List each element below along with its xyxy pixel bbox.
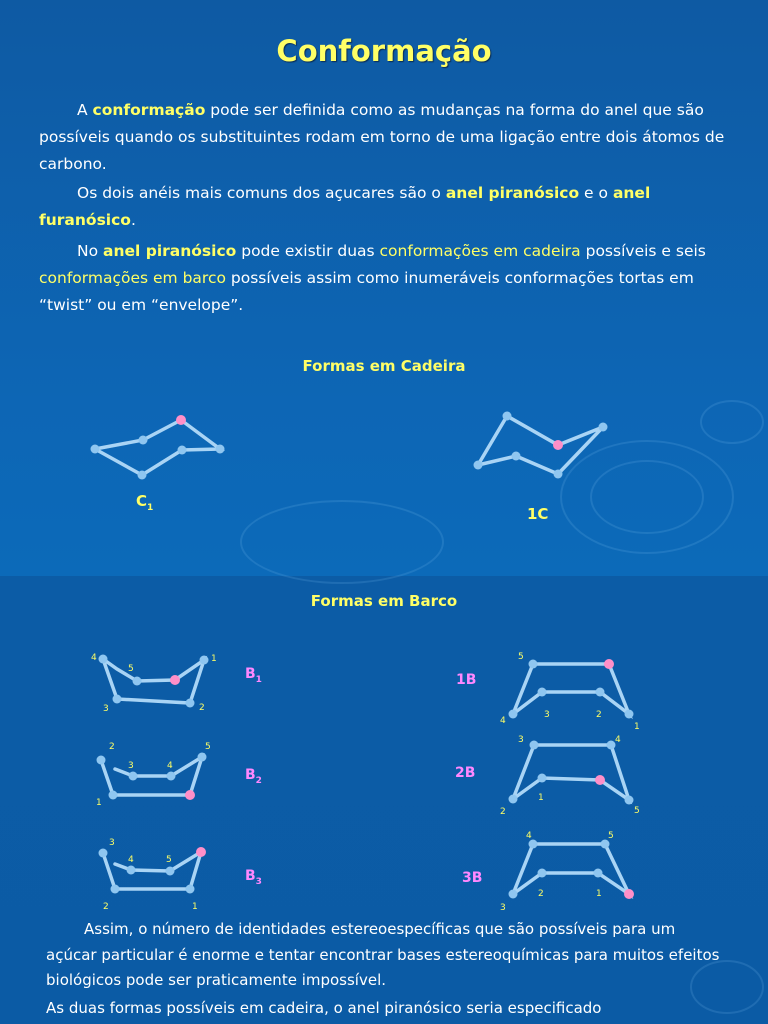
label-b1 <box>245 666 262 685</box>
atom-number: 5 <box>205 742 211 752</box>
label-2b: 2B <box>455 765 476 781</box>
term-anel-furanosico: anel furanósico <box>39 184 651 229</box>
paragraph-identities: Assim, o número de identidades estereoespecíficas que são possíveis para um açúcar particular é enorme e tentar encontrar bases estereoquímicas para muitos efeitos biológicos pode ser praticamente impossível. <box>46 920 720 989</box>
atom-number: 1 <box>634 722 640 732</box>
atom-number: 5 <box>608 831 614 841</box>
atom-number: 5 <box>518 652 524 662</box>
atom-number: 2 <box>596 710 602 720</box>
page-title: Conformação <box>276 34 492 68</box>
chair-heading: Formas em Cadeira <box>302 357 466 375</box>
label-text: B <box>245 868 256 884</box>
label-text: B <box>245 666 256 682</box>
atom-number: 5 <box>166 855 172 865</box>
atom-number: 3 <box>128 761 134 771</box>
text: . <box>130 211 136 229</box>
atom-number: 5 <box>128 664 134 674</box>
atom-number: 3 <box>109 838 115 848</box>
atom-number: 3 <box>500 903 506 913</box>
label-b3 <box>245 868 262 887</box>
text: Os dois anéis mais comuns dos açucares são o <box>77 184 446 202</box>
label-text: B <box>245 767 256 783</box>
text: e o <box>579 184 613 202</box>
text: possíveis e seis <box>580 242 706 260</box>
label-sub: 1 <box>255 674 262 685</box>
label-sub: 3 <box>255 876 262 887</box>
label-b2 <box>245 767 262 786</box>
atom-number: 2 <box>538 889 544 899</box>
atom-number: 1 <box>192 902 198 912</box>
term-conformacoes-cadeira: conformações em cadeira <box>379 242 581 260</box>
term-conformacao: conformação <box>92 101 206 119</box>
atom-number: 4 <box>128 855 134 865</box>
atom-number: 1 <box>596 889 602 899</box>
text: pode ser definida como as mudanças na forma do anel que são possíveis quando os substituintes rodam em torno de uma ligação entre dois átomos de carbono. <box>39 101 725 173</box>
text: possíveis assim como inumeráveis conformações tortas em “twist” ou em “envelope”. <box>39 269 694 314</box>
label-1c: 1C <box>527 505 549 523</box>
atom-number: 3 <box>103 704 109 714</box>
text: pode existir duas <box>236 242 380 260</box>
atom-number: 3 <box>544 710 550 720</box>
label-sub: 2 <box>255 775 262 786</box>
term-anel-piranosico: anel piranósico <box>445 184 580 202</box>
term-anel-piranosico: anel piranósico <box>103 242 237 260</box>
atom-number: 4 <box>91 653 97 663</box>
atom-number: 4 <box>500 716 506 726</box>
atom-number: 1 <box>538 793 544 803</box>
atom-number: 4 <box>615 735 621 745</box>
atom-number: 2 <box>103 902 109 912</box>
atom-number: 5 <box>634 806 640 816</box>
text: A <box>77 101 93 119</box>
paragraph-chair-forms: As duas formas possíveis em cadeira, o anel piranósico seria especificado <box>46 999 602 1017</box>
label-text: C <box>136 492 148 510</box>
label-3b: 3B <box>462 870 483 886</box>
boat-heading: Formas em Barco <box>310 592 458 610</box>
atom-number: 1 <box>96 798 102 808</box>
atom-number: 2 <box>500 807 506 817</box>
label-1b: 1B <box>456 672 477 688</box>
atom-number: 3 <box>518 735 524 745</box>
atom-number: 1 <box>211 654 217 664</box>
label-sub: 1 <box>147 503 154 513</box>
term-conformacoes-barco: conformações em barco <box>39 269 226 287</box>
atom-number: 2 <box>199 703 205 713</box>
text: No <box>77 242 104 260</box>
atom-number: 4 <box>526 831 532 841</box>
atom-number: 2 <box>109 742 115 752</box>
atom-number: 4 <box>167 761 173 771</box>
